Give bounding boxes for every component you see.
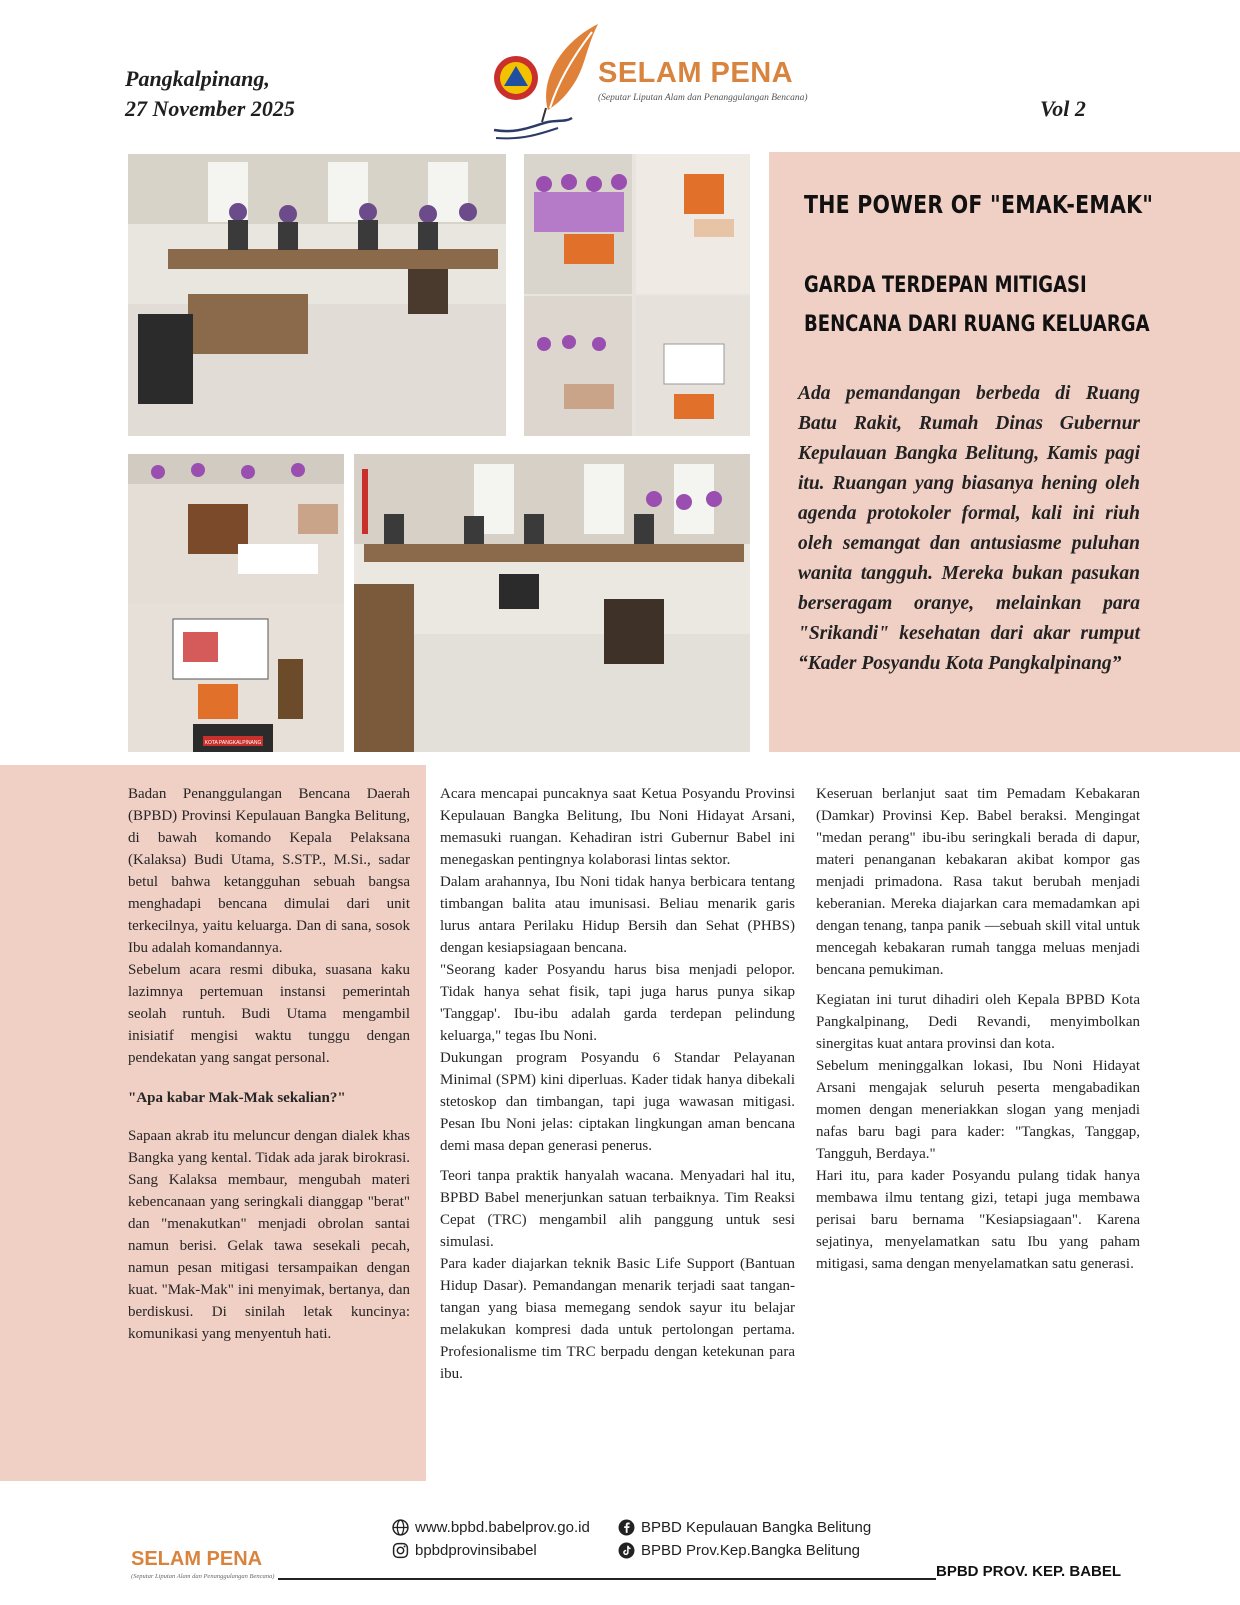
- photo-cpr-collage: [524, 154, 750, 436]
- dateline-place: Pangkalpinang,: [125, 66, 270, 91]
- facebook-icon: [618, 1519, 635, 1536]
- footer-brand: SELAM PENA: [131, 1548, 263, 1570]
- article-column-1: [128, 783, 410, 1345]
- paragraph: Dalam arahannya, Ibu Noni tidak hanya berbicara tentang timbangan balita atau imunisasi. Beliau menarik garis lurus antara Perilaku Hidup Bersih dan Sehat (PHBS) dengan kesiapsiagaan bencana.: [440, 874, 795, 956]
- footer-instagram[interactable]: [392, 1542, 537, 1559]
- paragraph: Hari itu, para kader Posyandu pulang tidak hanya membawa ilmu tentang gizi, tetapi juga membawa perisai baru bernama "Kesiapsiagaan". Karena sejatinya, menyelamatkan satu Ibu yang paham mitigasi, sama dengan menyelamatkan satu generasi.: [816, 1168, 1140, 1272]
- paragraph: Acara mencapai puncaknya saat Ketua Posyandu Provinsi Kepulauan Bangka Belitung, Ibu Noni Hidayat Arsani, memasuki ruangan. Kehadiran istri Gubernur Babel ini menegaskan pentingnya kolaborasi lintas sektor.: [440, 786, 795, 868]
- headline-subtitle: [804, 266, 1165, 344]
- paragraph: Sebelum acara resmi dibuka, suasana kaku lazimnya pertemuan instansi pemerintah seolah runtuh. Budi Utama mengambil inisiatif mengisi waktu tunggu dengan pendekatan yang sangat personal.: [128, 962, 410, 1066]
- photo-presentation: [128, 604, 344, 752]
- footer-facebook-text: BPBD Kepulauan Bangka Belitung: [641, 1519, 872, 1536]
- photo-cpr-practice: [128, 454, 344, 604]
- footer-tiktok-text: BPBD Prov.Kep.Bangka Belitung: [641, 1542, 861, 1559]
- footer-website-text: www.bpbd.babelprov.go.id: [415, 1519, 590, 1536]
- globe-icon: [392, 1519, 409, 1536]
- volume-label: Vol 2: [1040, 96, 1086, 121]
- paragraph: Para kader diajarkan teknik Basic Life Support (Bantuan Hidup Dasar). Pemandangan menarik terjadi saat tangan-tangan yang biasa memegang sendok sayur itu belajar melakukan kompresi dada untuk pertolongan pertama. Profesionalisme tim TRC berpadu dengan ketekunan para ibu.: [440, 1256, 795, 1382]
- paragraph: Kegiatan ini turut dihadiri oleh Kepala BPBD Kota Pangkalpinang, Dedi Revandi, menyimbolkan sinergitas kuat antara provinsi dan kota.: [816, 992, 1140, 1052]
- footer-website[interactable]: [392, 1519, 590, 1536]
- instagram-icon: [392, 1542, 409, 1559]
- footer-facebook[interactable]: [618, 1519, 871, 1536]
- headline-title: THE POWER OF "EMAK-EMAK": [804, 190, 1154, 219]
- footer-brand-subtitle: (Seputar Liputan Alam dan Penanggulangan Bencana): [131, 1573, 275, 1580]
- photo-meeting-room: [128, 154, 506, 436]
- article-column-2: [440, 783, 795, 1385]
- paragraph: Sapaan akrab itu meluncur dengan dialek khas Bangka yang kental. Tidak ada jarak birokrasi. Sang Kalaksa membaur, mengubah materi kebencanaan yang seringkali dianggap "berat" dan "menakutkan" menjadi obrolan santai namun berisi. Gelak tawa sesekali pecah, namun pesan mitigasi tersampaikan dengan kuat. "Mak-Mak" ini menyimak, bertanya, dan berdiskusi. Di sinilah letak kuncinya: komunikasi yang menyentuh hati.: [128, 1128, 410, 1342]
- paragraph: Teori tanpa praktik hanyalah wacana. Menyadari hal itu, BPBD Babel menerjunkan satuan terbaiknya. Tim Reaksi Cepat (TRC) mengambil alih panggung untuk sesi simulasi.: [440, 1168, 795, 1250]
- paragraph: Dukungan program Posyandu 6 Standar Pelayanan Minimal (SPM) kini diperluas. Kader tidak hanya dibekali stetoskop dan timbangan, tapi juga wawasan mitigasi. Pesan Ibu Noni jelas: ciptakan lingkungan aman bencana demi masa depan generasi penerus.: [440, 1050, 795, 1154]
- headline-subtitle-line1: GARDA TERDEPAN MITIGASI: [804, 273, 1087, 298]
- dateline-date: 27 November 2025: [125, 96, 295, 121]
- pull-quote: "Apa kabar Mak-Mak sekalian?": [128, 1090, 346, 1106]
- footer-organization: BPBD PROV. KEP. BABEL: [936, 1563, 1122, 1580]
- paragraph: Sebelum meninggalkan lokasi, Ibu Noni Hidayat Arsani mengajak seluruh peserta mengabadikan momen dengan meneriakkan slogan yang menjadi nafas baru bagi para kader: "Tangkas, Tanggap, Tangguh, Berdaya.": [816, 1058, 1140, 1162]
- dateline: [125, 64, 385, 124]
- photo-meeting-wide: [354, 454, 750, 752]
- lead-paragraph: Ada pemandangan berbeda di Ruang Batu Rakit, Rumah Dinas Gubernur Kepulauan Bangka Belitung, Kamis pagi itu. Ruangan yang biasanya hening oleh agenda protokoler formal, kali ini riuh oleh semangat dan antusiasme puluhan wanita tangguh. Mereka bukan pasukan berseragam oranye, melainkan para "Srikandi" kesehatan dari akar rumput “Kader Posyandu Kota Pangkalpinang”: [798, 383, 1140, 674]
- masthead-subtitle: (Seputar Liputan Alam dan Penanggulangan Bencana): [598, 93, 808, 103]
- footer-tiktok[interactable]: [618, 1542, 860, 1559]
- paragraph: Keseruan berlanjut saat tim Pemadam Kebakaran (Damkar) Provinsi Kep. Babel beraksi. Mengingat "medan perang" ibu-ibu seringkali berada di dapur, materi penanganan kebakaran akibat kompor gas menjadi primadona. Rasa takut berubah menjadi keberanian. Mereka diajarkan cara memadamkan api dengan tenang, tanpa panik —sebuah skill vital untuk mencegah kebakaran rumah tangga meluas menjadi bencana pemukiman.: [816, 786, 1140, 978]
- footer-divider: [278, 1578, 936, 1580]
- headline-subtitle-line2: BENCANA DARI RUANG KELUARGA: [804, 312, 1150, 337]
- paragraph: Badan Penanggulangan Bencana Daerah (BPBD) Provinsi Kepulauan Bangka Belitung, di bawah komando Kepala Pelaksana (Kalaksa) Budi Utama, S.STP., M.Si., sadar betul bahwa ketangguhan sebuah bangsa menghadapi bencana dimulai dari unit terkecilnya, yaitu keluarga. Dan di sana, sosok Ibu adalah komandannya.: [128, 786, 410, 956]
- masthead-title: SELAM PENA: [598, 57, 794, 89]
- photo-banner-text: KOTA PANGKALPINANG: [204, 740, 262, 746]
- article-column-3: [816, 783, 1140, 1275]
- footer-instagram-text: bpbdprovinsibabel: [415, 1542, 537, 1559]
- tiktok-icon: [618, 1542, 635, 1559]
- paragraph: "Seorang kader Posyandu harus bisa menjadi pelopor. Tidak hanya sehat fisik, tapi juga harus punya sikap 'Tanggap'. Ibu-ibu adalah garda terdepan pelindung keluarga," tegas Ibu Noni.: [440, 962, 795, 1044]
